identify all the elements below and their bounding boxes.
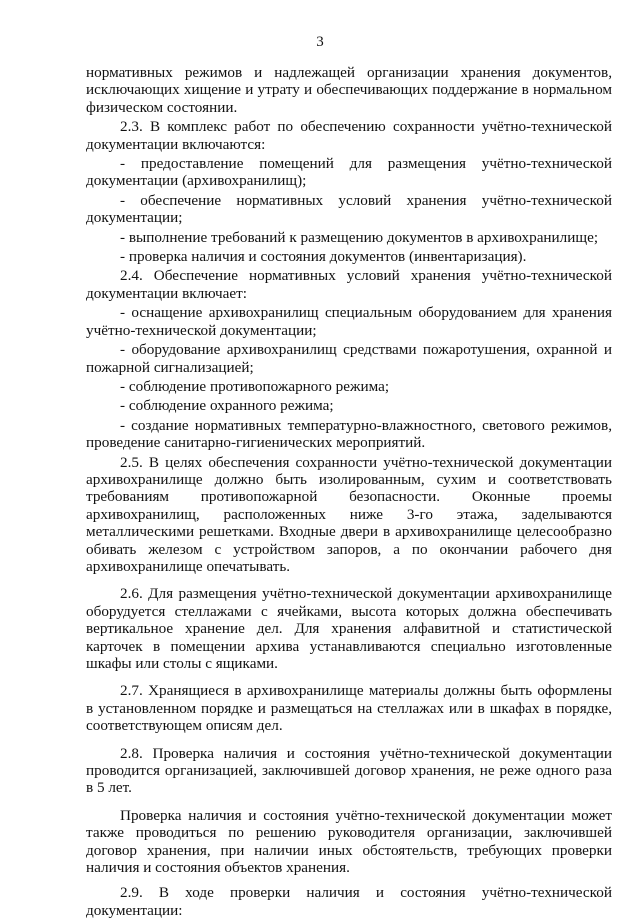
list-item: - обеспечение нормативных условий хранения учётно-технической документации; bbox=[86, 191, 612, 227]
paragraph-2-9: 2.9. В ходе проверки наличия и состояния учётно-технической документации: bbox=[86, 884, 612, 919]
paragraph-2-3: 2.3. В комплекс работ по обеспечению сохранности учётно-технической документации включаются: bbox=[86, 118, 612, 153]
list-item: - проверка наличия и состояния документов (инвентаризация). bbox=[120, 248, 527, 266]
list-item: - предоставление помещений для размещения учётно-технической документации (архивохранилищ); bbox=[86, 155, 612, 190]
paragraph-2-4: 2.4. Обеспечение нормативных условий хранения учётно-технической документации включает: bbox=[86, 267, 612, 302]
paragraph-2-6: 2.6. Для размещения учётно-технической документации архивохранилище оборудуется стеллажами с ячейками, высота которых должна обеспечивать вертикальное хранение дел. Для хранения алфавитной и статистической карточек в помещении архива устанавливаются специально изготовленные шкафы или столы с ящиками. bbox=[86, 585, 612, 672]
list-item: - соблюдение охранного режима; bbox=[120, 397, 334, 415]
page-number: 3 bbox=[316, 34, 324, 50]
list-item: - оснащение архивохранилищ специальным оборудованием для хранения учётно-технической документации; bbox=[86, 304, 612, 339]
list-item: - соблюдение противопожарного режима; bbox=[120, 377, 390, 395]
list-item: - создание нормативных температурно-влажностного, светового режимов, проведение санитарно-гигиенических мероприятий. bbox=[86, 416, 612, 452]
paragraph-intro-continuation: нормативных режимов и надлежащей организации хранения документов, исключающих хищение и утрату и обеспечивающих поддержание в нормальном физическом состоянии. bbox=[86, 64, 612, 116]
list-item: - оборудование архивохранилищ средствами пожаротушения, охранной и пожарной сигнализацией; bbox=[86, 341, 612, 376]
paragraph-2-8: 2.8. Проверка наличия и состояния учётно-технической документации проводится организацией, заключившей договор хранения, не реже одного раза в 5 лет. bbox=[86, 744, 612, 797]
paragraph-2-7: 2.7. Хранящиеся в архивохранилище материалы должны быть оформлены в установленном порядке и размещаться на стеллажах или в шкафах в порядке, соответствующем описям дел. bbox=[86, 682, 612, 735]
document-body bbox=[86, 64, 612, 921]
paragraph-2-8-continuation: Проверка наличия и состояния учётно-технической документации может также проводиться по решению руководителя организации, заключившей договор хранения, при наличии иных обстоятельств, требующих проверки наличия и состояния объектов хранения. bbox=[86, 806, 612, 877]
list-item: - выполнение требований к размещению документов в архивохранилище; bbox=[120, 228, 599, 246]
paragraph-2-5: 2.5. В целях обеспечения сохранности учётно-технической документации архивохранилище должно быть изолированным, сухим и соответствовать требованиям противопожарной безопасности. Оконные проемы архивохранилищ, расположенных ниже 3-го этажа, заделываются металлическими решетками. Входные двери в архивохранилище целесообразно обивать железом с устройством запоров, а по окончании рабочего дня архивохранилище опечатывать. bbox=[86, 453, 612, 575]
